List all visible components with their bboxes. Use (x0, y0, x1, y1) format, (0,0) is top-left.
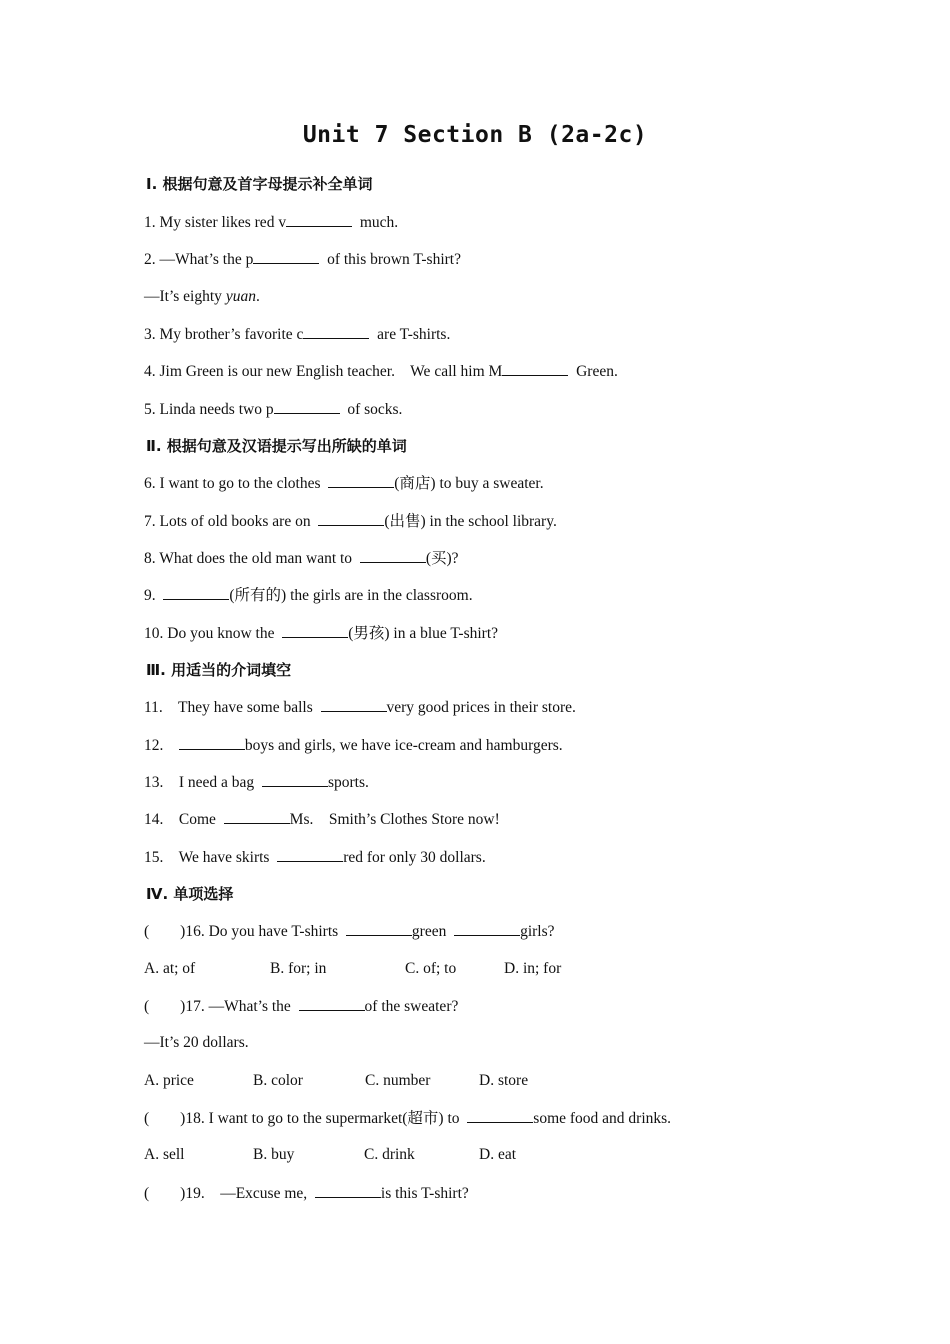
question-10 (144, 623, 498, 644)
option-c[interactable]: C. number (365, 1072, 431, 1089)
answer-blank[interactable] (262, 772, 328, 787)
option-b[interactable]: B. color (253, 1072, 303, 1089)
option-a[interactable]: A. price (144, 1072, 194, 1089)
question-text: (男孩) in a blue T-shirt? (348, 625, 499, 642)
option-b[interactable]: B. for; in (270, 960, 327, 977)
question-15 (144, 847, 486, 868)
option-a[interactable]: A. at; of (144, 960, 196, 977)
answer-blank[interactable] (179, 735, 245, 750)
question-17-options (144, 1071, 844, 1091)
question-text: some food and drinks. (533, 1110, 672, 1127)
question-text: 15. We have skirts (144, 849, 278, 866)
question-17-answer: —It’s 20 dollars. (144, 1034, 249, 1051)
question-16-options (144, 959, 844, 979)
answer-text: . (255, 288, 260, 305)
answer-blank[interactable] (286, 212, 352, 227)
page-title: Unit 7 Section B (2a-2c) (302, 122, 648, 148)
question-text: ( )18. I want to go to the supermarket(超市) to (144, 1110, 468, 1127)
question-text: ( )19. —Excuse me, (144, 1185, 315, 1202)
question-2 (144, 249, 461, 270)
question-text: (出售) in the school library. (384, 513, 557, 530)
question-text: 12. (144, 737, 179, 754)
option-d[interactable]: D. store (479, 1072, 529, 1089)
answer-blank[interactable] (328, 473, 394, 488)
answer-blank[interactable] (303, 324, 369, 339)
option-a[interactable]: A. sell (144, 1146, 185, 1163)
answer-blank[interactable] (163, 585, 229, 600)
answer-blank[interactable] (321, 697, 387, 712)
question-text: 3. My brother’s favorite c (144, 326, 304, 343)
question-text: green (411, 923, 455, 940)
answer-blank[interactable] (467, 1108, 533, 1123)
answer-blank[interactable] (454, 921, 520, 936)
question-text: ( )17. —What’s the (144, 998, 299, 1015)
question-text: much. (352, 214, 399, 231)
question-text: 14. Come (144, 811, 224, 828)
question-18 (144, 1108, 671, 1129)
question-text: very good prices in their store. (386, 699, 576, 716)
question-text: 6. I want to go to the clothes (144, 475, 329, 492)
question-18-options (144, 1145, 844, 1165)
question-text: (商店) to buy a sweater. (394, 475, 544, 492)
question-text: 8. What does the old man want to (144, 550, 360, 567)
option-b[interactable]: B. buy (253, 1146, 295, 1163)
question-text: 10. Do you know the (144, 625, 283, 642)
question-text: ( )16. Do you have T-shirts (144, 923, 346, 940)
question-text: of the sweater? (364, 998, 459, 1015)
section-heading-1: Ⅰ. 根据句意及首字母提示补全单词 (146, 175, 373, 193)
question-text: (所有的) the girls are in the classroom. (229, 587, 473, 604)
question-text: are T-shirts. (369, 326, 451, 343)
question-14 (144, 809, 500, 830)
answer-blank[interactable] (318, 511, 384, 526)
option-c[interactable]: C. drink (364, 1146, 415, 1163)
section-heading-3: Ⅲ. 用适当的介词填空 (146, 661, 292, 679)
answer-blank[interactable] (315, 1183, 381, 1198)
question-17 (144, 996, 458, 1017)
question-9 (144, 585, 473, 606)
question-text: (买)? (425, 550, 459, 567)
option-d[interactable]: D. eat (479, 1146, 517, 1163)
question-7 (144, 511, 557, 532)
option-d[interactable]: D. in; for (504, 960, 562, 977)
question-3 (144, 324, 450, 345)
answer-blank[interactable] (346, 921, 412, 936)
question-text: 1. My sister likes red v (144, 214, 287, 231)
question-11 (144, 697, 576, 718)
question-text: 11. They have some balls (144, 699, 321, 716)
question-16 (144, 921, 555, 942)
question-text: is this T-shirt? (380, 1185, 469, 1202)
question-13 (144, 772, 369, 793)
question-text: girls? (520, 923, 555, 940)
answer-blank[interactable] (274, 399, 340, 414)
question-text: 5. Linda needs two p (144, 401, 274, 418)
question-text: 4. Jim Green is our new English teacher. We call him M (144, 363, 503, 380)
question-text: 2. —What’s the p (144, 251, 254, 268)
section-heading-2: Ⅱ. 根据句意及汉语提示写出所缺的单词 (146, 437, 407, 455)
question-text: boys and girls, we have ice-cream and hamburgers. (244, 737, 563, 754)
question-text: 7. Lots of old books are on (144, 513, 319, 530)
question-text: of this brown T-shirt? (319, 251, 461, 268)
question-text: of socks. (339, 401, 403, 418)
question-4 (144, 361, 618, 382)
answer-blank[interactable] (360, 548, 426, 563)
question-text: Ms. Smith’s Clothes Store now! (289, 811, 500, 828)
answer-blank[interactable] (277, 847, 343, 862)
question-text: 13. I need a bag (144, 774, 262, 791)
answer-blank[interactable] (224, 809, 290, 824)
option-c[interactable]: C. of; to (405, 960, 457, 977)
answer-text: —It’s eighty (144, 288, 226, 305)
answer-text-italic: yuan (225, 288, 256, 305)
question-5 (144, 399, 402, 420)
question-text: sports. (327, 774, 369, 791)
question-text: red for only 30 dollars. (343, 849, 486, 866)
answer-blank[interactable] (253, 249, 319, 264)
question-2-answer (144, 287, 260, 307)
question-12 (144, 735, 563, 756)
question-6 (144, 473, 544, 494)
question-1 (144, 212, 398, 233)
question-8 (144, 548, 459, 569)
question-19 (144, 1183, 469, 1204)
answer-blank[interactable] (502, 361, 568, 376)
question-text: 9. (144, 587, 164, 604)
section-heading-4: Ⅳ. 单项选择 (146, 885, 234, 903)
answer-blank[interactable] (299, 996, 365, 1011)
question-text: Green. (568, 363, 618, 380)
answer-blank[interactable] (282, 623, 348, 638)
